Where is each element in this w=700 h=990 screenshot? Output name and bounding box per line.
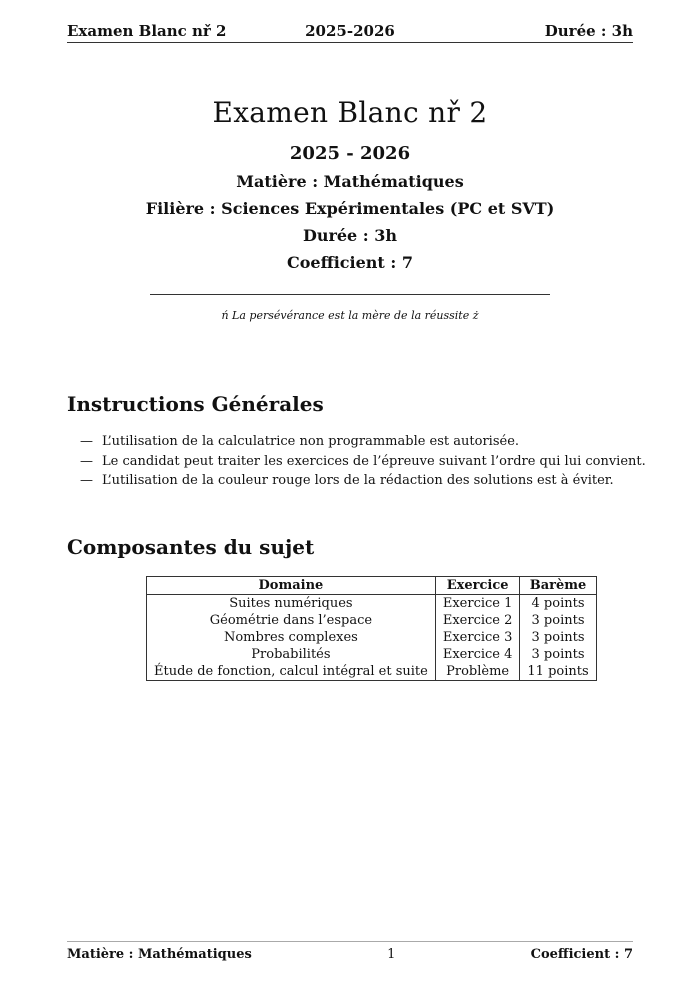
table-row bbox=[147, 663, 597, 681]
table-row bbox=[147, 646, 597, 663]
cell-points: 3 points bbox=[520, 646, 596, 663]
table-row bbox=[147, 612, 597, 629]
table-header-row bbox=[147, 577, 597, 595]
instruction-text: Le candidat peut traiter les exercices de l’épreuve suivant l’ordre qui lui convient. bbox=[102, 453, 646, 469]
cell-points: 4 points bbox=[520, 595, 596, 613]
components-heading: Composantes du sujet bbox=[67, 535, 315, 559]
cell-domain: Nombres complexes bbox=[147, 629, 436, 646]
cell-domain: Géométrie dans l’espace bbox=[147, 612, 436, 629]
cell-points: 3 points bbox=[520, 629, 596, 646]
exam-coefficient: Coefficient : 7 bbox=[287, 253, 413, 272]
page-footer bbox=[67, 941, 633, 962]
header-right: Durée : 3h bbox=[544, 22, 633, 40]
motto: ń La persévérance est la mère de la réussite ż bbox=[221, 309, 479, 322]
list-item bbox=[80, 452, 646, 472]
title-divider bbox=[150, 294, 550, 295]
exam-title: Examen Blanc nř 2 bbox=[212, 96, 488, 129]
header-center: 2025-2026 bbox=[305, 22, 395, 40]
exam-years: 2025 - 2026 bbox=[289, 143, 411, 164]
header-left: Examen Blanc nř 2 bbox=[67, 22, 227, 40]
cell-points: 3 points bbox=[520, 612, 596, 629]
cell-exercise: Exercice 3 bbox=[435, 629, 520, 646]
exam-subject: Matière : Mathématiques bbox=[236, 172, 464, 191]
cell-domain: Étude de fonction, calcul intégral et suite bbox=[147, 663, 436, 681]
exam-track: Filière : Sciences Expérimentales (PC et SVT) bbox=[145, 199, 555, 218]
page-number: 1 bbox=[387, 947, 396, 962]
column-header-points: Barème bbox=[520, 577, 596, 595]
footer-coefficient: Coefficient : 7 bbox=[530, 947, 633, 962]
instructions-list bbox=[80, 432, 646, 491]
column-header-domain: Domaine bbox=[147, 577, 436, 595]
list-item bbox=[80, 432, 646, 452]
cell-domain: Probabilités bbox=[147, 646, 436, 663]
title-block bbox=[0, 96, 700, 322]
list-dash: — bbox=[80, 434, 93, 449]
cell-exercise: Problème bbox=[435, 663, 520, 681]
page-header bbox=[67, 20, 633, 43]
cell-domain: Suites numériques bbox=[147, 595, 436, 613]
list-dash: — bbox=[80, 453, 93, 469]
table-row bbox=[147, 629, 597, 646]
instruction-text: L’utilisation de la calculatrice non programmable est autorisée. bbox=[102, 434, 520, 449]
instructions-heading: Instructions Générales bbox=[67, 392, 324, 416]
instruction-text: L’utilisation de la couleur rouge lors de la rédaction des solutions est à éviter. bbox=[102, 473, 614, 488]
footer-subject: Matière : Mathématiques bbox=[67, 947, 252, 962]
cell-points: 11 points bbox=[520, 663, 596, 681]
components-table bbox=[146, 576, 597, 681]
table-row bbox=[147, 595, 597, 613]
exam-duration: Durée : 3h bbox=[302, 226, 398, 245]
cell-exercise: Exercice 1 bbox=[435, 595, 520, 613]
list-dash: — bbox=[80, 473, 93, 488]
cell-exercise: Exercice 4 bbox=[435, 646, 520, 663]
column-header-exercise: Exercice bbox=[435, 577, 520, 595]
cell-exercise: Exercice 2 bbox=[435, 612, 520, 629]
list-item bbox=[80, 471, 646, 491]
